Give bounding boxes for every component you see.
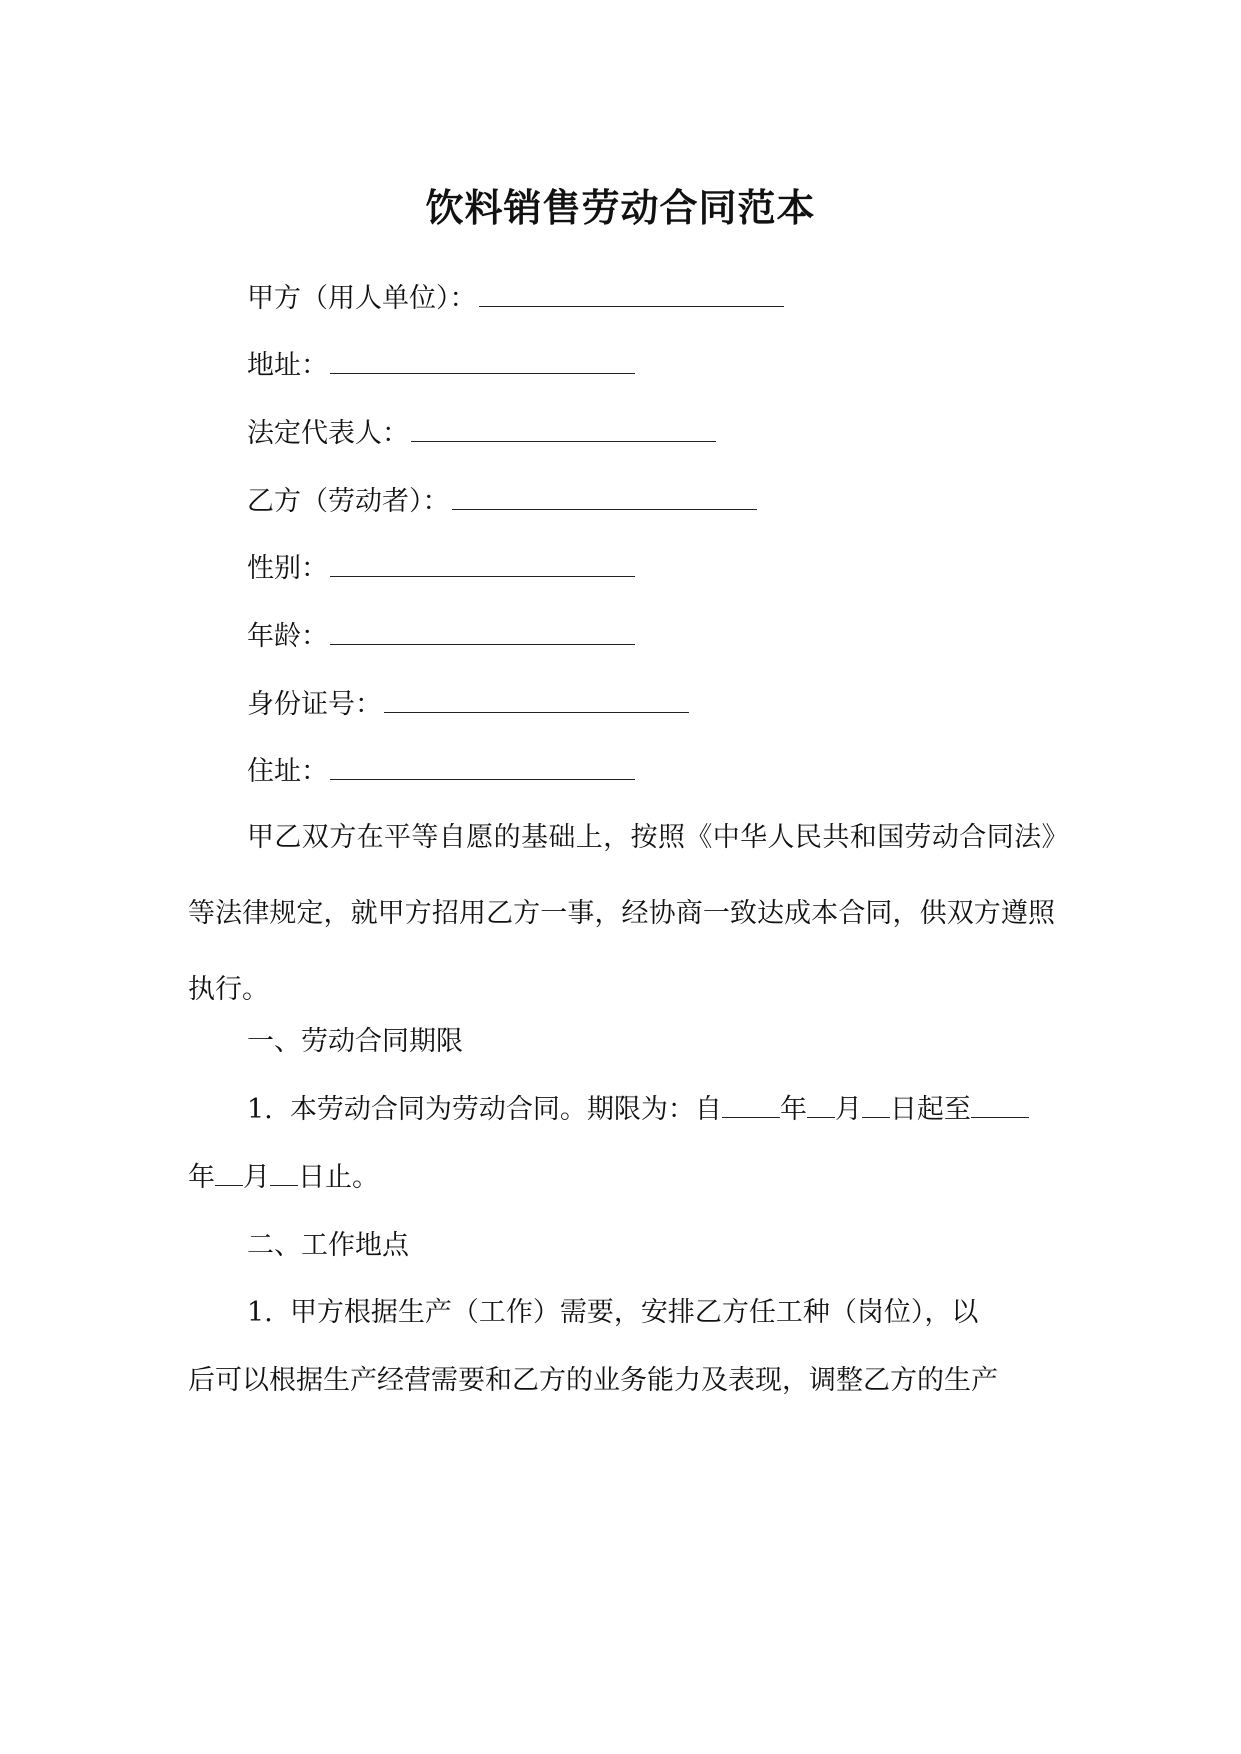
document-title: 饮料销售劳动合同范本 [425,185,816,230]
id-number-field [247,685,689,725]
start-year-blank[interactable] [722,1095,780,1118]
party-a-blank[interactable] [479,282,784,307]
end-year-label: 年 [188,1162,215,1193]
section-2-clause-1-line-2 [188,1361,998,1401]
gender-blank[interactable] [330,552,635,577]
section-2-clause-1-line-1 [247,1293,978,1333]
clause-text: 本劳动合同为劳动合同。期限为：自 [289,1094,722,1125]
legal-rep-blank[interactable] [411,417,716,442]
party-a-label: 甲方（用人单位）： [247,283,477,314]
section-1-heading: 一、劳动合同期限 [247,1026,463,1057]
party-a-field [247,279,784,319]
residence-label: 住址： [247,756,328,787]
clause-text-continued: 后可以根据生产经营需要和乙方的业务能力及表现，调整乙方的生产 [188,1365,998,1396]
end-day-label: 日止。 [298,1162,379,1193]
residence-field [247,752,635,792]
party-b-blank[interactable] [452,485,757,510]
gender-label: 性别： [247,553,328,584]
start-month-blank[interactable] [807,1095,835,1118]
section-1-clause-1-line-2 [188,1158,379,1198]
clause-number: 1. [247,1297,273,1328]
end-month-blank[interactable] [215,1163,243,1186]
start-day-label: 日起至 [889,1094,971,1125]
intro-paragraph: 甲乙双方在平等自愿的基础上，按照《中华人民共和国劳动合同法》等法律规定，就甲方招用乙方一事，经协商一致达成本合同，供双方遵照执行。 [188,822,1055,1005]
residence-blank[interactable] [330,755,635,780]
id-number-label: 身份证号： [247,689,382,720]
legal-rep-field [247,414,716,454]
party-b-label: 乙方（劳动者）： [247,486,450,517]
age-blank[interactable] [330,620,635,645]
end-year-blank[interactable] [971,1095,1029,1118]
clause-number: 1. [247,1094,273,1125]
clause-text: 甲方根据生产（工作）需要，安排乙方任工种（岗位），以 [289,1297,979,1328]
address-field [247,346,635,386]
gender-field [247,549,635,589]
section-1-clause-1-line-1 [247,1090,1029,1130]
address-label: 地址： [247,350,328,381]
age-field [247,617,635,657]
end-day-blank[interactable] [270,1163,298,1186]
age-label: 年龄： [247,621,328,652]
id-number-blank[interactable] [384,688,689,713]
end-month-label: 月 [243,1162,270,1193]
party-b-field [247,482,757,522]
legal-rep-label: 法定代表人： [247,418,409,449]
section-2-heading: 二、工作地点 [247,1230,409,1261]
address-blank[interactable] [330,349,635,374]
start-day-blank[interactable] [862,1095,890,1118]
start-year-label: 年 [779,1094,807,1125]
start-month-label: 月 [834,1094,862,1125]
